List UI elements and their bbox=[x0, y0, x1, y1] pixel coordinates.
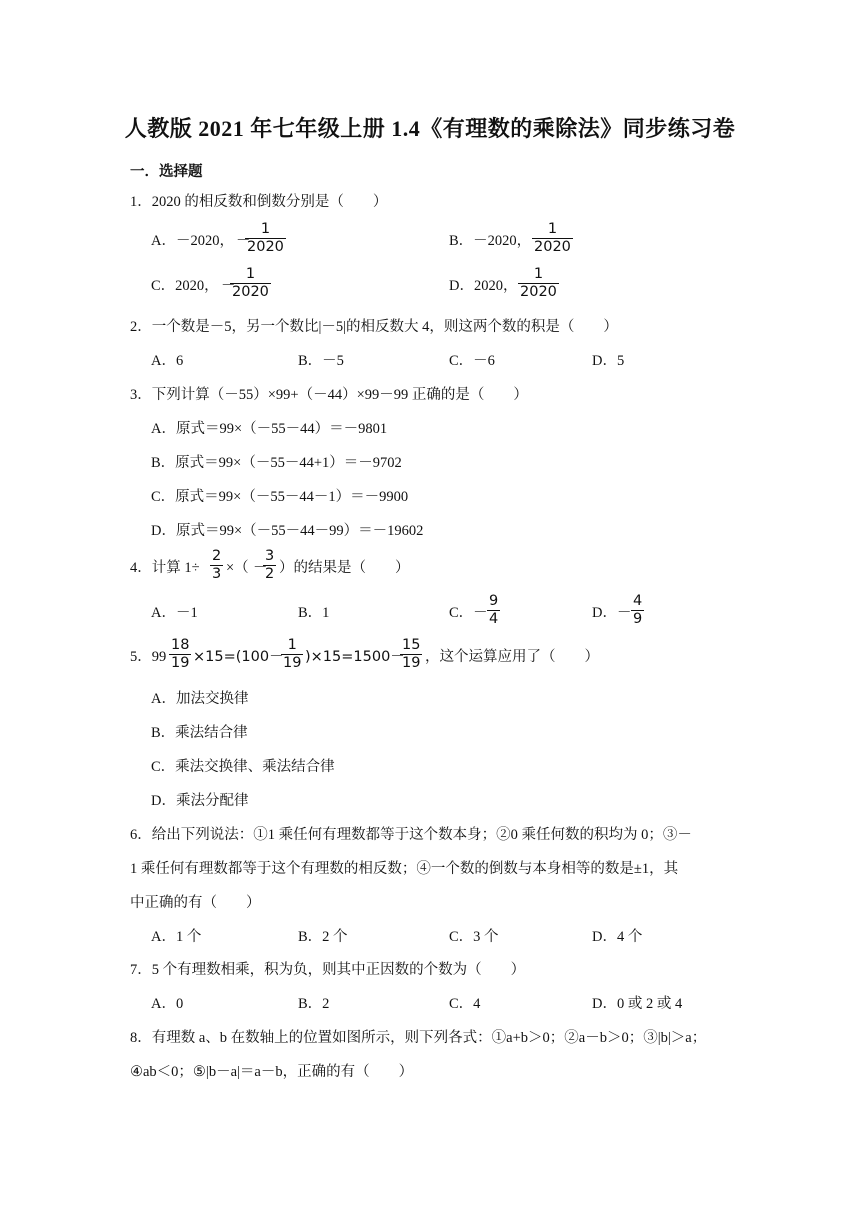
q4-times-paren: ×（ bbox=[226, 560, 249, 576]
q1-option-a-sign: － bbox=[236, 233, 251, 249]
q4-fraction-three-halves bbox=[263, 548, 276, 583]
question-6-line-1: 6．给出下列说法：①1 乘任何有理数都等于这个数本身；②0 乘任何数的积均为 0；③－ bbox=[130, 827, 692, 843]
q1-option-a-fraction bbox=[245, 221, 286, 256]
question-4-stem-start: 4．计算 1÷ bbox=[130, 560, 200, 576]
question-6-line-2: 1 乘任何有理数都等于这个有理数的相反数；④一个数的倒数与本身相等的数是±1，其 bbox=[130, 861, 679, 877]
q4-option-c-label: C．－ bbox=[449, 605, 488, 621]
fraction-denominator: 3 bbox=[212, 566, 222, 582]
q3-option-c: C．原式＝99×（－55－44－1）＝－9900 bbox=[151, 489, 409, 505]
fraction-numerator: 1 bbox=[533, 266, 544, 282]
q7-option-a: A．0 bbox=[151, 996, 184, 1012]
q5-option-b: B．乘法结合律 bbox=[151, 725, 248, 741]
q1-option-a-label: A．－2020， bbox=[151, 233, 234, 249]
q7-option-c: C．4 bbox=[449, 996, 481, 1012]
q5-expression-middle-1: ×15=(100－ bbox=[193, 649, 284, 665]
q2-option-b: B．－5 bbox=[298, 353, 344, 369]
q6-option-a: A．1 个 bbox=[151, 929, 202, 945]
fraction-denominator: 19 bbox=[171, 655, 190, 671]
question-1-stem: 1．2020 的相反数和倒数分别是（ ） bbox=[130, 194, 388, 210]
fraction-denominator: 4 bbox=[489, 611, 499, 627]
fraction-denominator: 2020 bbox=[247, 239, 284, 255]
q3-option-d: D．原式＝99×（－55－44－99）＝－19602 bbox=[151, 523, 424, 539]
q1-option-c-label: C．2020， bbox=[151, 278, 219, 294]
q1-option-d-label: D．2020， bbox=[449, 278, 518, 294]
q1-option-c-fraction bbox=[230, 266, 271, 301]
question-5-number: 5．99 bbox=[130, 649, 167, 665]
fraction-numerator: 4 bbox=[633, 593, 643, 609]
q4-option-a: A．－1 bbox=[151, 605, 198, 621]
q1-option-d-fraction bbox=[518, 266, 559, 301]
question-4-stem-end: ）的结果是（ ） bbox=[279, 560, 410, 576]
question-6-line-3: 中正确的有（ ） bbox=[130, 895, 261, 911]
q4-fraction-two-thirds bbox=[210, 548, 223, 583]
fraction-denominator: 19 bbox=[402, 655, 421, 671]
q2-option-d: D．5 bbox=[592, 353, 625, 369]
fraction-denominator: 2 bbox=[265, 566, 275, 582]
q7-option-d: D．0 或 2 或 4 bbox=[592, 996, 683, 1012]
q5-option-d: D．乘法分配律 bbox=[151, 793, 249, 809]
q4-minus-sign: － bbox=[253, 560, 268, 576]
fraction-denominator: 2020 bbox=[534, 239, 571, 255]
fraction-denominator: 2020 bbox=[520, 284, 557, 300]
fraction-numerator: 15 bbox=[402, 637, 421, 653]
fraction-denominator: 9 bbox=[633, 611, 643, 627]
q6-option-c: C．3 个 bbox=[449, 929, 499, 945]
question-3-stem: 3．下列计算（－55）×99+（－44）×99－99 正确的是（ ） bbox=[130, 387, 528, 403]
fraction-numerator: 3 bbox=[265, 548, 275, 564]
q5-fraction-1-19 bbox=[281, 637, 303, 672]
fraction-numerator: 1 bbox=[260, 221, 271, 237]
fraction-denominator: 2020 bbox=[232, 284, 269, 300]
q7-option-b: B．2 bbox=[298, 996, 330, 1012]
q6-option-d: D．4 个 bbox=[592, 929, 643, 945]
question-8-line-1: 8．有理数 a、b 在数轴上的位置如图所示，则下列各式：①a+b＞0；②a－b＞0；③|b|＞a； bbox=[130, 1030, 707, 1046]
q1-option-c-sign: － bbox=[221, 278, 236, 294]
q4-option-d-fraction bbox=[631, 593, 644, 628]
page-title: 人教版 2021 年七年级上册 1.4《有理数的乘除法》同步练习卷 bbox=[124, 116, 736, 141]
fraction-numerator: 2 bbox=[212, 548, 222, 564]
question-7-stem: 7．5 个有理数相乘，积为负，则其中正因数的个数为（ ） bbox=[130, 962, 526, 978]
q5-option-a: A．加法交换律 bbox=[151, 691, 249, 707]
q4-option-b: B．1 bbox=[298, 605, 330, 621]
q2-option-a: A．6 bbox=[151, 353, 184, 369]
q3-option-a: A．原式＝99×（－55－44）＝－9801 bbox=[151, 421, 388, 437]
fraction-numerator: 18 bbox=[171, 637, 190, 653]
fraction-numerator: 1 bbox=[245, 266, 256, 282]
question-5-stem-end: ，这个运算应用了（ ） bbox=[425, 649, 599, 665]
q2-option-c: C．－6 bbox=[449, 353, 495, 369]
fraction-numerator: 1 bbox=[287, 637, 297, 653]
q1-option-b-fraction bbox=[532, 221, 573, 256]
question-8-line-2: ④ab＜0；⑤|b－a|＝a－b，正确的有（ ） bbox=[130, 1064, 414, 1080]
fraction-numerator: 1 bbox=[547, 221, 558, 237]
fraction-numerator: 9 bbox=[489, 593, 499, 609]
section-heading: 一．选择题 bbox=[130, 164, 203, 180]
q4-option-c-fraction bbox=[487, 593, 500, 628]
q5-fraction-18-19 bbox=[169, 637, 191, 672]
q5-option-c: C．乘法交换律、乘法结合律 bbox=[151, 759, 335, 775]
question-2-stem: 2．一个数是－5，另一个数比|－5|的相反数大 4，则这两个数的积是（ ） bbox=[130, 319, 618, 335]
q5-fraction-15-19 bbox=[400, 637, 422, 672]
q6-option-b: B．2 个 bbox=[298, 929, 348, 945]
q3-option-b: B．原式＝99×（－55－44+1）＝－9702 bbox=[151, 455, 402, 471]
fraction-denominator: 19 bbox=[283, 655, 302, 671]
q5-expression-middle-2: )×15=1500－ bbox=[305, 649, 405, 665]
q4-option-d-label: D．－ bbox=[592, 605, 632, 621]
q1-option-b-label: B．－2020， bbox=[449, 233, 532, 249]
